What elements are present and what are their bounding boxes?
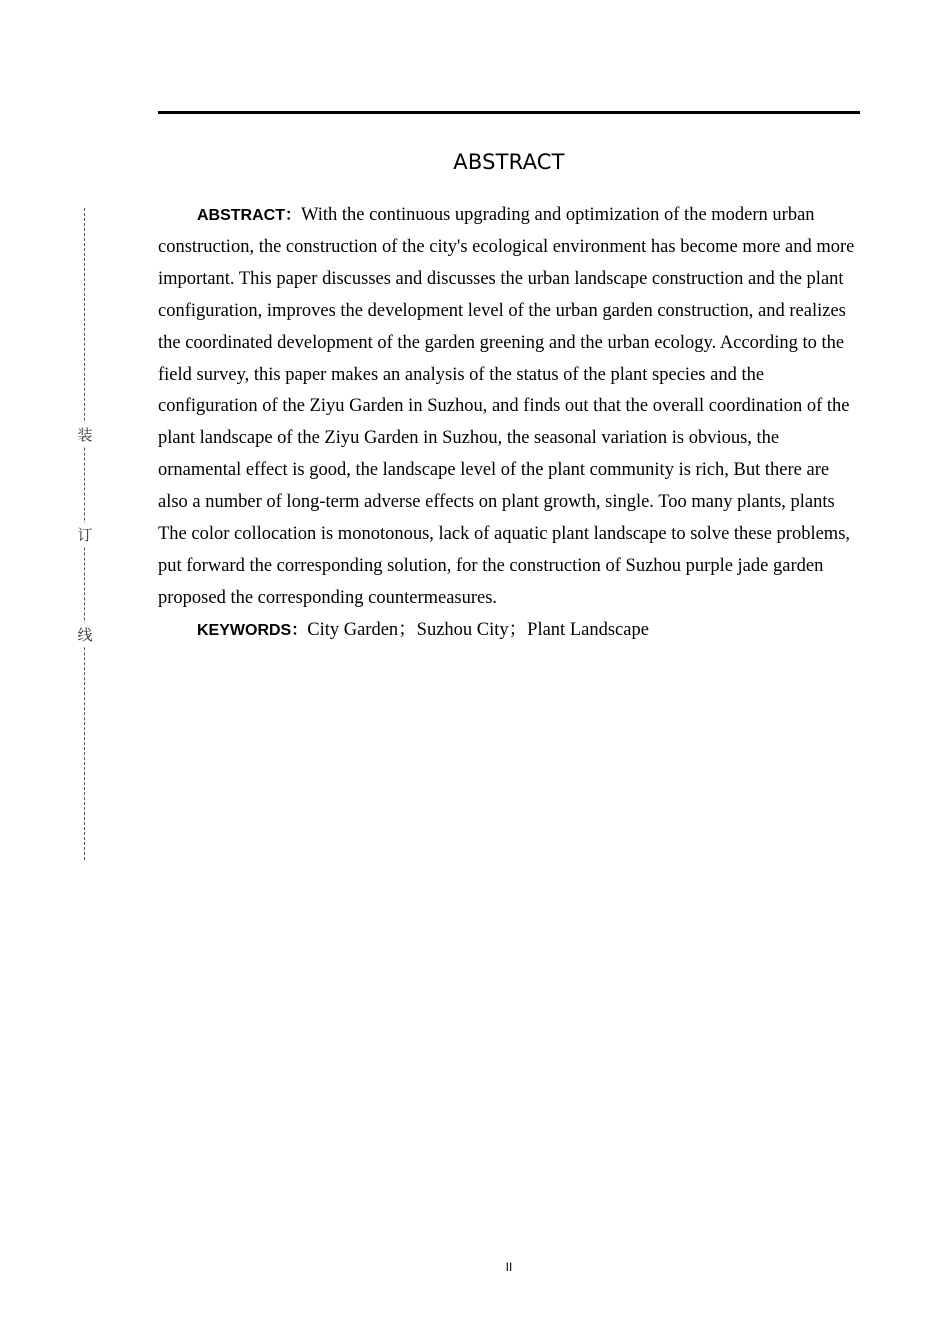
page-number: II [505,1260,513,1274]
keywords-paragraph [158,615,860,647]
binding-char-xian: 线 [74,623,96,647]
page-title: ABSTRACT [453,150,565,174]
abstract-text: With the continuous upgrading and optimization of the modern urban construction, the construction of the city's ecological environment has become more and more important. This paper discusses and discusses the urban landscape construction and the plant configuration, improves the development level of the urban garden construction, and realizes the coordinated development of the garden greening and the urban ecology. According to the field survey, this paper makes an analysis of the status of the plant species and the configuration of the Ziyu Garden in Suzhou, and finds out that the overall coordination of the plant landscape of the Ziyu Garden in Suzhou, the seasonal variation is obvious, the ornamental effect is good, the landscape level of the plant community is rich, But there are also a number of long-term adverse effects on plant growth, single. Too many plants, plants The color collocation is monotonous, lack of aquatic plant landscape to solve these problems, put forward the corresponding solution, for the construction of Suzhou purple jade garden proposed the corresponding countermeasures. [158,205,855,608]
binding-char-zhuang: 装 [74,423,96,447]
keywords-label: KEYWORDS： [197,622,308,639]
keywords-text: City Garden；Suzhou City；Plant Landscape [307,620,649,640]
abstract-paragraph [158,200,860,615]
header-rule [158,111,860,114]
binding-char-ding: 订 [74,523,96,547]
abstract-label: ABSTRACT： [197,207,301,224]
